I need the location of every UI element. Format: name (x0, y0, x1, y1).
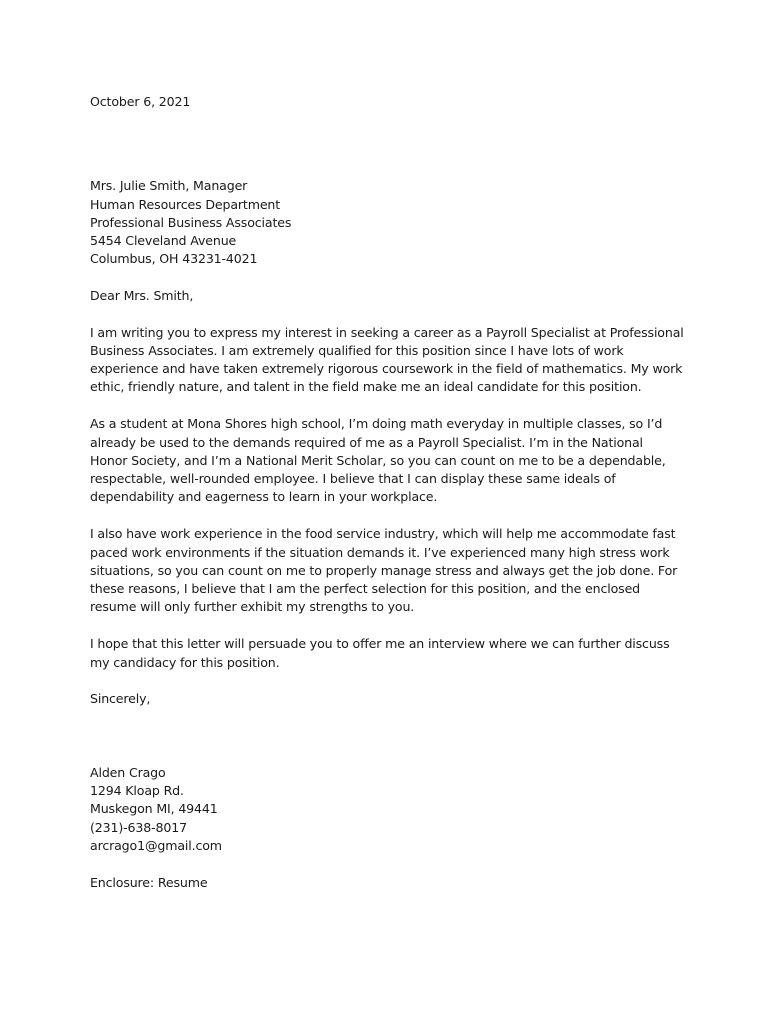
recipient-street: 5454 Cleveland Avenue (90, 233, 237, 249)
sender-email: arcrago1@gmail.com (90, 837, 222, 853)
paragraph-line: situations, so you can count on me to properly manage stress and always get the job done. For (90, 562, 678, 578)
recipient-company: Professional Business Associates (90, 214, 292, 230)
sender-street: 1294 Kloap Rd. (90, 782, 184, 798)
recipient-city: Columbus, OH 43231-4021 (90, 251, 258, 267)
sender-phone: (231)-638-8017 (90, 819, 187, 835)
sender-city: Muskegon MI, 49441 (90, 801, 218, 817)
paragraph-line: my candidacy for this position. (90, 654, 280, 670)
paragraph-line: experience and have taken extremely rigorous coursework in the field of mathematics. My work (90, 361, 683, 377)
cover-letter (90, 93, 690, 892)
paragraph-line: I hope that this letter will persuade you to offer me an interview where we can further discuss (90, 636, 670, 652)
recipient-department: Human Resources Department (90, 196, 281, 212)
body-paragraph-3 (90, 525, 690, 616)
closing: Sincerely, (90, 691, 151, 707)
body-paragraph-2 (90, 415, 690, 506)
paragraph-line: As a student at Mona Shores high school, I’m doing math everyday in multiple classes, so I’d (90, 416, 663, 432)
recipient-address-block (90, 177, 690, 268)
paragraph-line: respectable, well-rounded employee. I believe that I can display these same ideals of (90, 471, 616, 487)
paragraph-line: resume will only further exhibit my strengths to you. (90, 599, 415, 615)
paragraph-line: paced work environments if the situation demands it. I’ve experienced many high stress work (90, 544, 670, 560)
paragraph-line: Business Associates. I am extremely qualified for this position since I have lots of work (90, 342, 624, 358)
salutation: Dear Mrs. Smith, (90, 287, 194, 303)
body-paragraph-1 (90, 324, 690, 397)
body-paragraph-4 (90, 635, 690, 672)
enclosure-note: Enclosure: Resume (90, 874, 208, 890)
sender-address-block (90, 764, 690, 855)
sender-name: Alden Crago (90, 764, 166, 780)
paragraph-line: I also have work experience in the food service industry, which will help me accommodate fast (90, 526, 676, 542)
recipient-name: Mrs. Julie Smith, Manager (90, 178, 248, 194)
paragraph-line: ethic, friendly nature, and talent in the field make me an ideal candidate for this position. (90, 379, 642, 395)
paragraph-line: Honor Society, and I’m a National Merit Scholar, so you can count on me to be a dependable, (90, 452, 666, 468)
letter-date: October 6, 2021 (90, 94, 191, 109)
paragraph-line: I am writing you to express my interest in seeking a career as a Payroll Specialist at Professional (90, 324, 684, 340)
paragraph-line: these reasons, I believe that I am the perfect selection for this position, and the enclosed (90, 581, 641, 597)
paragraph-line: already be used to the demands required of me as a Payroll Specialist. I’m in the National (90, 434, 643, 450)
paragraph-line: dependability and eagerness to learn in your workplace. (90, 489, 438, 505)
